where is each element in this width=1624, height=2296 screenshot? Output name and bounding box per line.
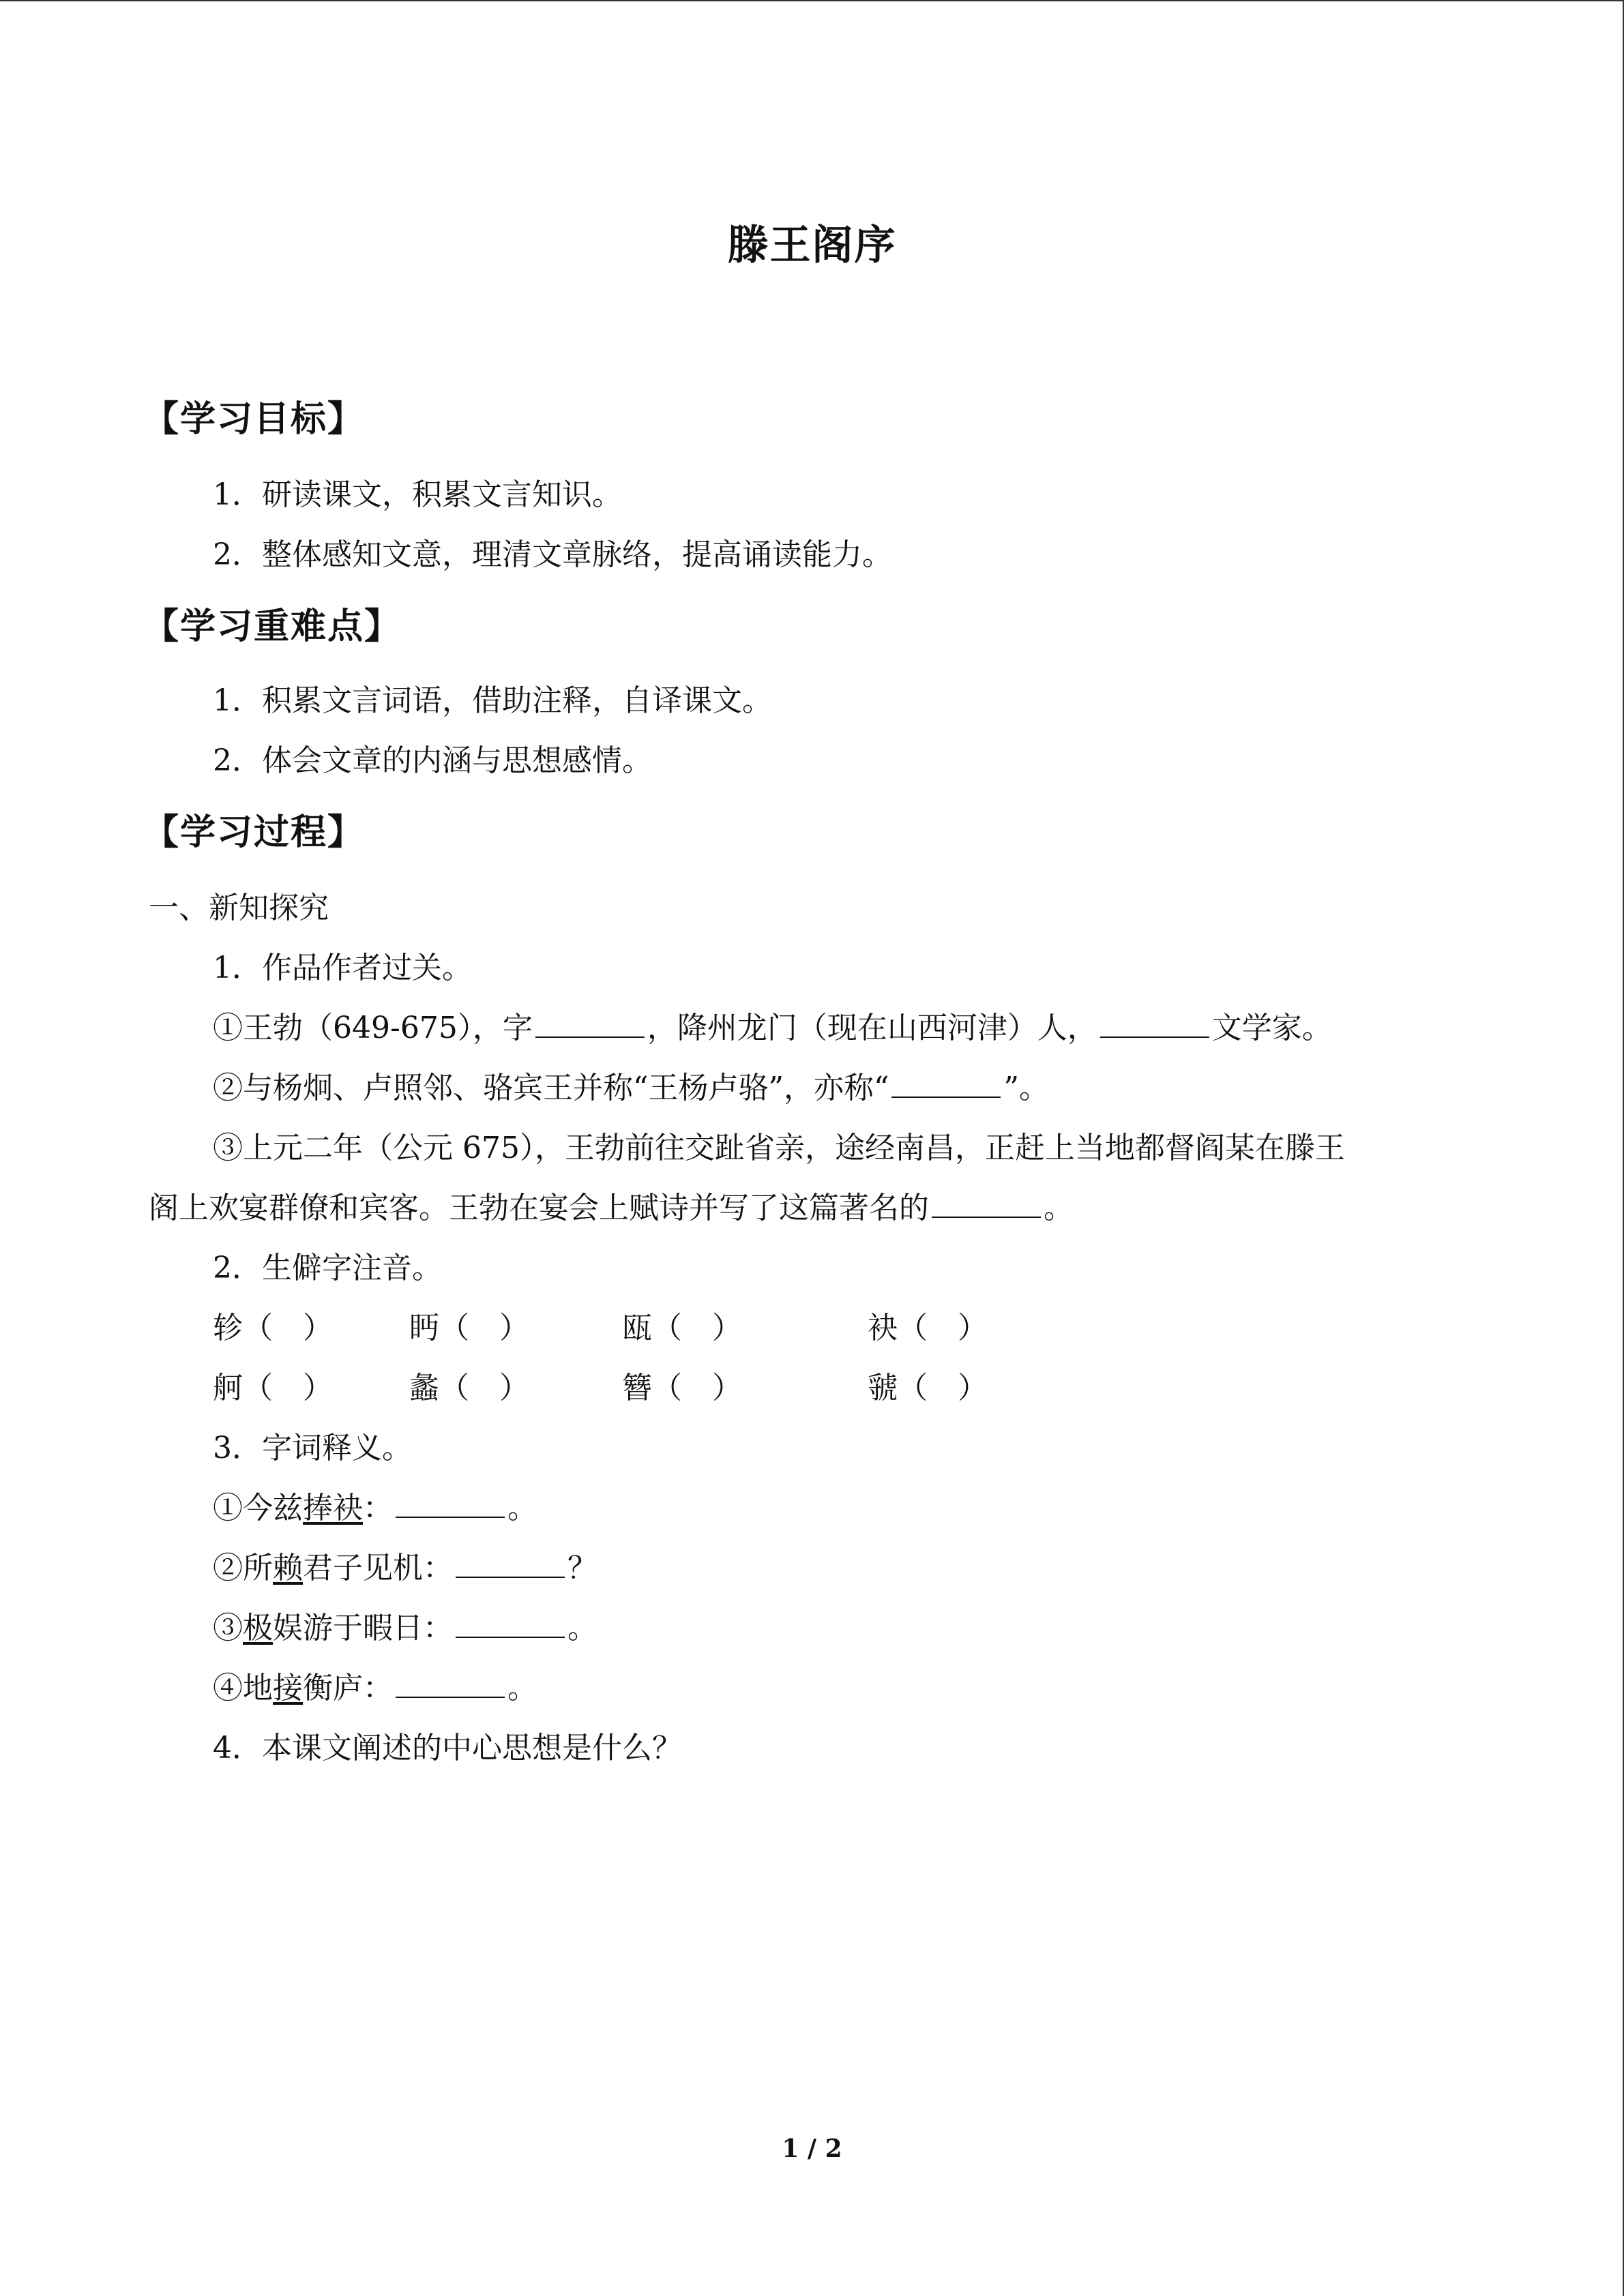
answer-blank[interactable] <box>1100 1012 1209 1038</box>
definition-text: 。 <box>507 1491 537 1525</box>
answer-blank[interactable] <box>456 1552 565 1578</box>
definition-text: ③ <box>213 1611 243 1645</box>
answer-blank[interactable] <box>456 1612 565 1638</box>
pronunciation-item: 袂（ ） <box>868 1311 988 1345</box>
question-1-line-3: ③上元二年（公元 675），王勃前往交趾省亲，途经南昌，正赶上当地都督阎某在滕王 <box>213 1131 1345 1165</box>
question-1-title: 1．作品作者过关。 <box>213 951 472 985</box>
definition-text: ①今兹 <box>213 1491 303 1525</box>
definition-item-3 <box>213 1609 597 1648</box>
section-heading-process: 【学习过程】 <box>143 812 365 853</box>
definition-item-2 <box>213 1549 597 1587</box>
definition-text: ？ <box>567 1551 597 1585</box>
definition-text: 娱游于暇日： <box>273 1611 453 1645</box>
question-1-line-1-text-b: ，降州龙门（现在山西河津）人， <box>647 1011 1097 1045</box>
definition-text: 君子见机： <box>303 1551 453 1585</box>
question-3-title: 3．字词释义。 <box>213 1431 412 1465</box>
underlined-word: 捧袂 <box>303 1491 363 1525</box>
definition-item-1 <box>213 1489 537 1527</box>
answer-blank[interactable] <box>891 1072 1001 1098</box>
goal-item-2: 2．整体感知文意，理清文章脉络，提高诵读能力。 <box>213 537 892 572</box>
question-2-title: 2．生僻字注音。 <box>213 1251 442 1285</box>
goal-item-1: 1．研读课文，积累文言知识。 <box>213 477 622 512</box>
part-heading: 一、新知探究 <box>149 891 329 925</box>
key-point-item-2: 2．体会文章的内涵与思想感情。 <box>213 743 652 778</box>
question-1-line-4-text-a: 阁上欢宴群僚和宾客。王勃在宴会上赋诗并写了这篇著名的 <box>149 1191 929 1225</box>
definition-text: 。 <box>507 1671 537 1705</box>
underlined-word: 极 <box>243 1611 273 1645</box>
question-1-line-1-text-a: ①王勃（649-675），字 <box>213 1011 533 1045</box>
pronunciation-item: 蠡（ ） <box>409 1371 529 1405</box>
pronunciation-item: 舸（ ） <box>213 1371 333 1405</box>
section-heading-goals: 【学习目标】 <box>143 399 365 440</box>
definition-text: 衡庐： <box>303 1671 393 1705</box>
question-1-line-2 <box>213 1069 1049 1107</box>
key-point-item-1: 1．积累文言词语，借助注释，自译课文。 <box>213 683 772 718</box>
question-1-line-2-text-b: ”。 <box>1003 1071 1049 1105</box>
question-1-line-1-text-c: 文学家。 <box>1211 1011 1332 1045</box>
answer-blank[interactable] <box>535 1012 645 1038</box>
question-1-line-2-text-a: ②与杨炯、卢照邻、骆宾王并称“王杨卢骆”，亦称“ <box>213 1071 889 1105</box>
answer-blank[interactable] <box>932 1192 1041 1218</box>
underlined-word: 赖 <box>273 1551 303 1585</box>
section-heading-key-points: 【学习重难点】 <box>143 606 402 647</box>
definition-text: ②所 <box>213 1551 273 1585</box>
question-1-line-4 <box>149 1189 1074 1227</box>
pronunciation-item: 轸（ ） <box>213 1311 333 1345</box>
page-title: 滕王阁序 <box>727 222 897 269</box>
pronunciation-item: 虢（ ） <box>868 1371 988 1405</box>
definition-text: ： <box>363 1491 393 1525</box>
pronunciation-item: 簪（ ） <box>622 1371 742 1405</box>
question-4-title: 4．本课文阐述的中心思想是什么？ <box>213 1731 682 1765</box>
definition-text: ④地 <box>213 1671 273 1705</box>
definition-text: 。 <box>567 1611 597 1645</box>
question-1-line-4-text-b: 。 <box>1044 1191 1074 1225</box>
question-1-line-1 <box>213 1009 1332 1047</box>
underlined-word: 接 <box>273 1671 303 1705</box>
pronunciation-item: 眄（ ） <box>409 1311 529 1345</box>
page-number: 1 / 2 <box>782 2134 842 2163</box>
definition-item-4 <box>213 1669 537 1708</box>
answer-blank[interactable] <box>396 1492 505 1518</box>
answer-blank[interactable] <box>396 1672 505 1698</box>
pronunciation-item: 瓯（ ） <box>622 1311 742 1345</box>
